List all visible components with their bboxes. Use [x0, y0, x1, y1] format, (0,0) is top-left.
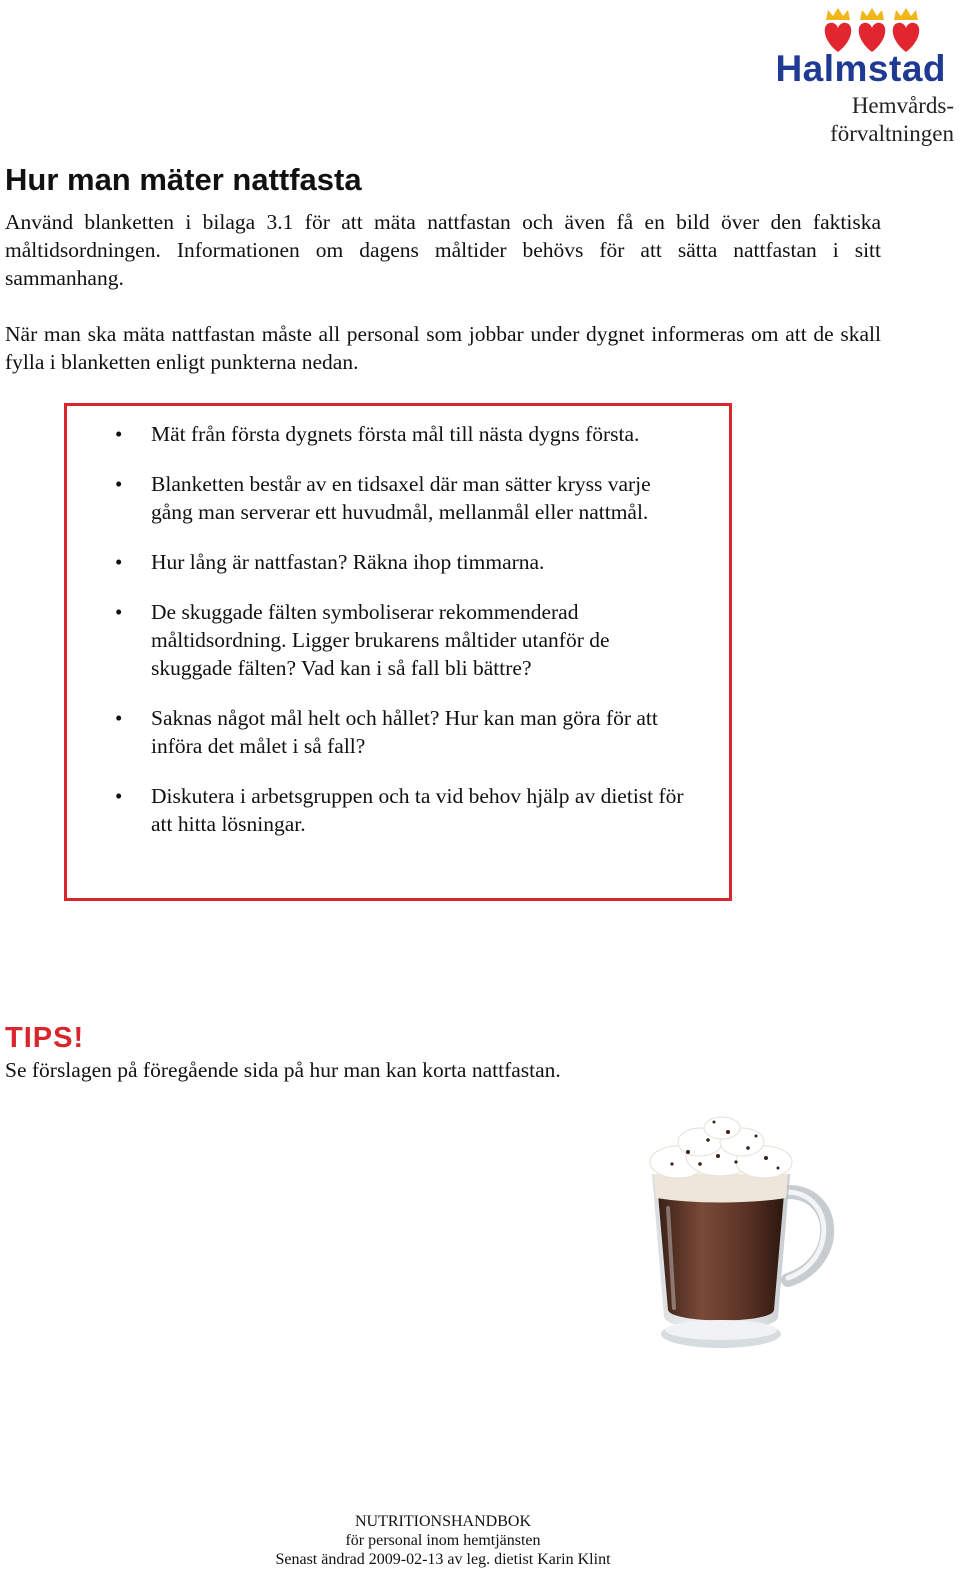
list-item — [67, 470, 729, 526]
list-item-text: Saknas något mål helt och hållet? Hur kan man göra för att införa det målet i så fall? — [151, 706, 658, 758]
logo-subtitle — [830, 92, 954, 148]
bullet-icon: • — [115, 550, 123, 574]
bullet-icon: • — [115, 706, 123, 730]
hot-chocolate-image — [638, 1112, 848, 1362]
list-item — [67, 420, 729, 448]
logo-subtitle-line2: förvaltningen — [830, 121, 954, 146]
page-title: Hur man mäter nattfasta — [5, 162, 362, 197]
list-item-text: Blanketten består av en tidsaxel där man sätter kryss varje gång man serverar ett huvudmål, mellanmål eller nattmål. — [151, 472, 651, 524]
tips-text: Se förslagen på föregående sida på hur man kan korta nattfastan. — [5, 1058, 561, 1082]
bullet-icon: • — [115, 422, 123, 446]
intro-paragraph-2: När man ska mäta nattfastan måste all personal som jobbar under dygnet informeras om att de skall fylla i blanketten enligt punkterna nedan. — [5, 322, 881, 374]
footer-line-2: för personal inom hemtjänsten — [345, 1532, 541, 1549]
bullet-icon: • — [115, 472, 123, 496]
instructions-list — [67, 420, 729, 860]
list-item-text: De skuggade fälten symboliserar rekommenderad måltidsordning. Ligger brukarens måltider utanför de skuggade fälten? Vad kan i så fall bli bättre? — [151, 600, 610, 680]
page-footer — [0, 1512, 886, 1569]
list-item — [67, 782, 729, 838]
logo-name: Halmstad — [775, 48, 946, 89]
list-item — [67, 704, 729, 760]
list-item-text: Hur lång är nattfastan? Räkna ihop timmarna. — [151, 550, 545, 574]
list-item-text: Mät från första dygnets första mål till nästa dygns första. — [151, 422, 640, 446]
halmstad-logo — [764, 6, 954, 146]
list-item — [67, 548, 729, 576]
list-item — [67, 598, 729, 682]
bullet-icon: • — [115, 600, 123, 624]
tips-heading: TIPS! — [5, 1022, 85, 1054]
list-item-text: Diskutera i arbetsgruppen och ta vid behov hjälp av dietist för att hitta lösningar. — [151, 784, 684, 836]
bullet-icon: • — [115, 784, 123, 808]
logo-subtitle-line1: Hemvårds- — [851, 93, 954, 118]
intro-paragraph-1: Använd blanketten i bilaga 3.1 för att mäta nattfastan och även få en bild över den faktiska måltidsordningen. Informationen om dagens måltider behövs för att sätta nattfastan i sitt sammanhang. — [5, 210, 881, 290]
footer-line-3: Senast ändrad 2009-02-13 av leg. dietist Karin Klint — [275, 1551, 611, 1568]
instructions-box — [64, 403, 732, 901]
footer-line-1: NUTRITIONSHANDBOK — [355, 1513, 531, 1530]
